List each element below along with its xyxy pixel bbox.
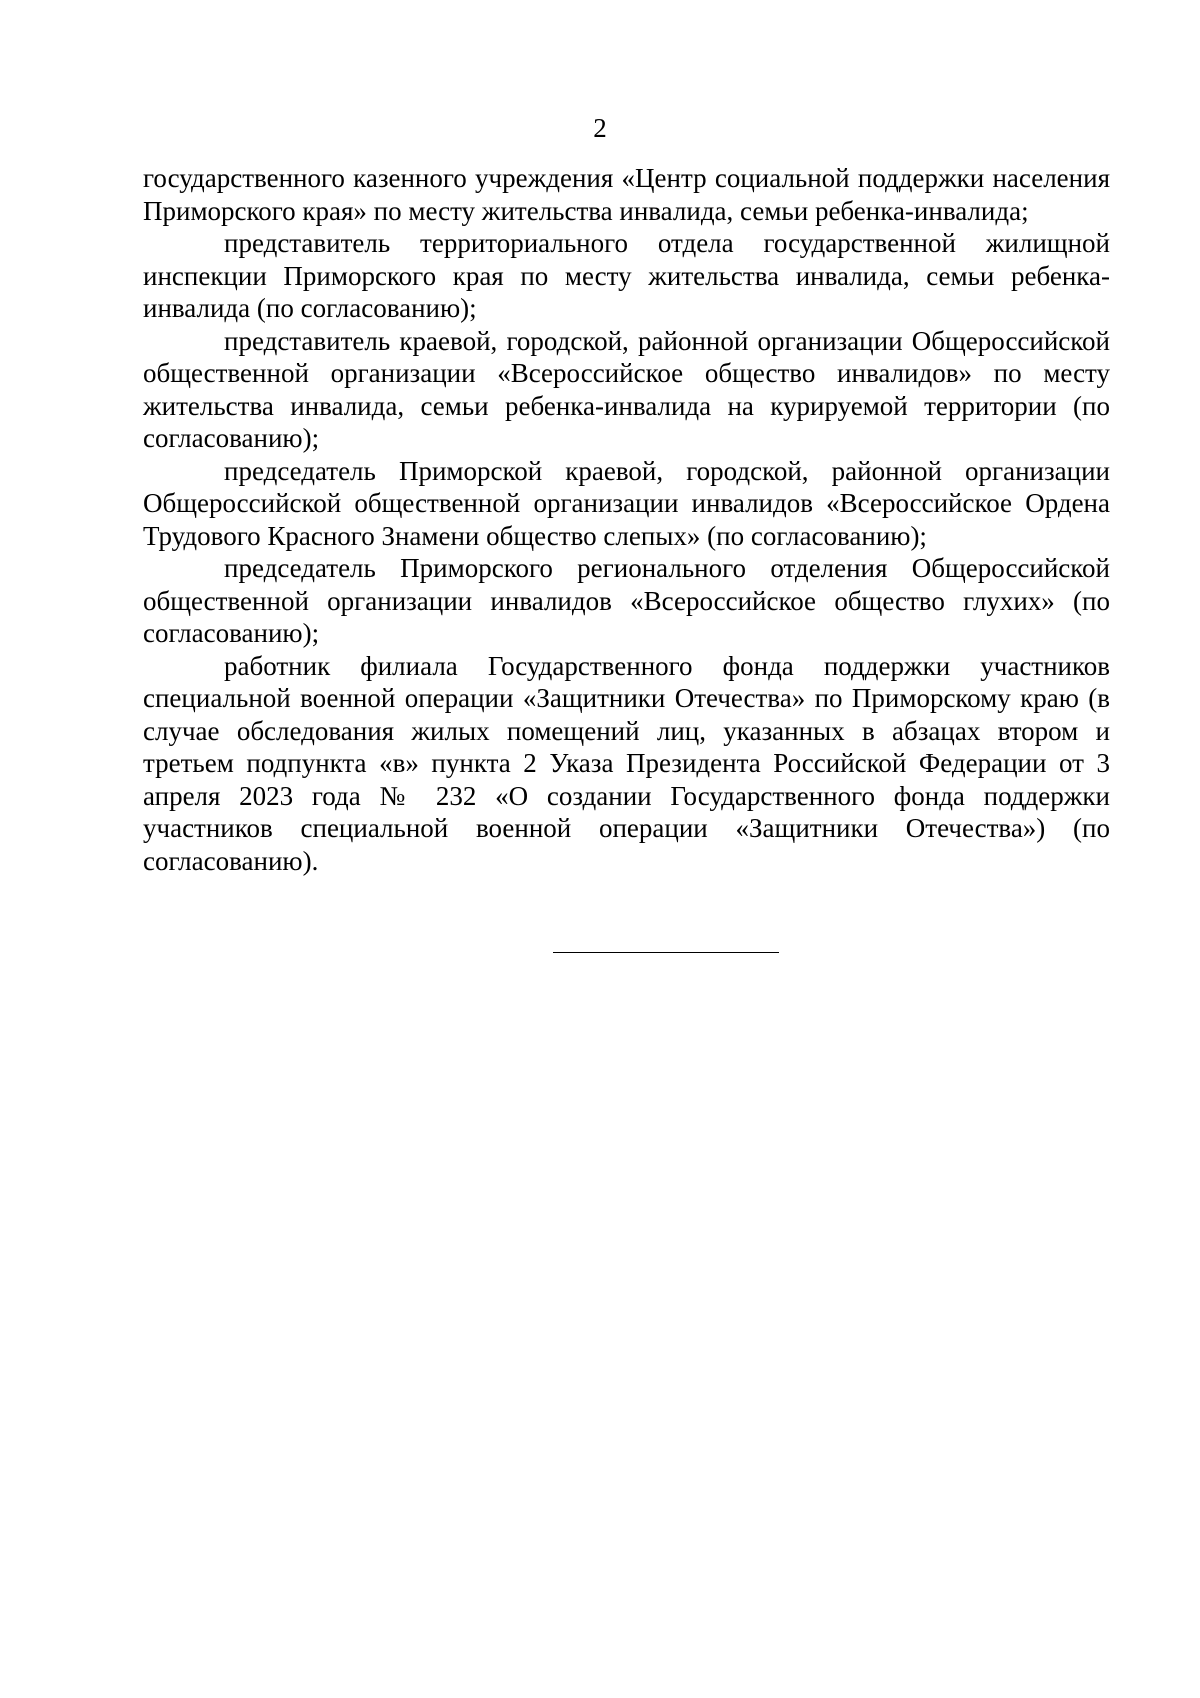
paragraph-defenders-fund-employee: работник филиала Государственного фонда поддержки участников специальной военной операции «Защитники Отечества» по Приморскому краю (в случае обследования жилых помещений лиц, указанных в абзацах втором и третьем подпункта «в» пункта 2 Указа Президента Российской Федерации от 3 апреля 2023 года № 232 «О создании Государственного фонда поддержки участников специальной военной операции «Защитники Отечества») (по согласованию). — [143, 650, 1110, 876]
paragraph-housing-inspection-rep: представитель территориального отдела государственной жилищной инспекции Приморского края по месту жительства инвалида, семьи ребенка-инвалида (по согласованию); — [143, 228, 1110, 323]
paragraph-blind-society-chair: председатель Приморской краевой, городской, районной организации Общероссийской общественной организации инвалидов «Всероссийское Ордена Трудового Красного Знамени общество слепых» (по согласованию); — [143, 455, 1110, 551]
paragraph-disabled-society-rep: представитель краевой, городской, районной организации Общероссийской общественной организации «Всероссийское общество инвалидов» по месту жительства инвалида, семьи ребенка-инвалида на курируемой территории (по согласованию); — [143, 325, 1110, 453]
page-number: 2 — [593, 113, 607, 143]
paragraph-deaf-society-chair: председатель Приморского регионального отделения Общероссийской общественной организации инвалидов «Всероссийское общество глухих» (по согласованию); — [143, 553, 1110, 648]
paragraph-continuation: государственного казенного учреждения «Центр социальной поддержки населения Приморского края» по месту жительства инвалида, семьи ребенка-инвалида; — [143, 163, 1110, 226]
document-body — [143, 162, 1110, 877]
end-separator-line — [553, 952, 779, 953]
